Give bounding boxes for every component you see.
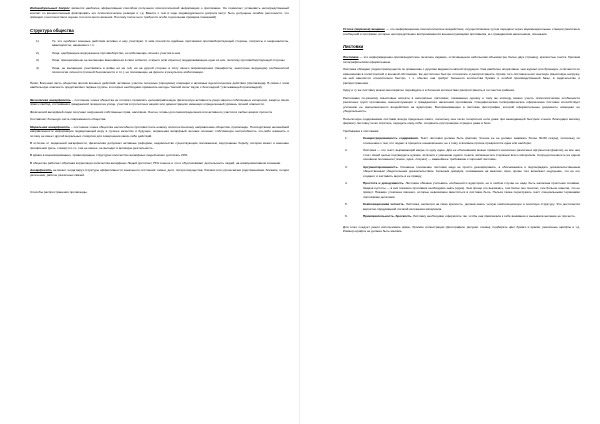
list-item: 5. Композиционная четкость. Листовка, несмотря на свою краткость, должна иметь четкую композиционную и понятную структуру. Это достигается вероятно продуманной логикой изложения материала. [345,202,580,211]
closing-paragraph: Для этого следует умело использовать яркие, броские иллюстрации (фотографии, рисунки, схемы), подбирать цвет бумаги и краски, различные шрифты и т.д. Размер шрифта не должен быть мелким. [343,224,580,233]
oral-term: Устное (звуковое) вещание [343,27,385,31]
oral-broadcast-paragraph: Устное (звуковое) вещание — это информационно-психологическое воздействие, осуществляемое путем передачи через звуковещательные станции различных сообщений и программ, которые непосредственно воспринимаются военнослужащими противника, его гражданским населением, пленными. [343,27,580,36]
list-item: 1. Концентрированность содержания. Текст листовки должен быть кратким. Чтение ее не должно занимать более 30-60 секунд, поскольку по отношению к тем, кто подает в процессе ознакомления, не к тому, в влияние прочие превратится одна или наоборот. [345,136,580,145]
right-page [300,0,600,424]
list-item: 1) Те, кто одобряет военные действия активно и ему участвуют. К ним относятся идейные противники противоборствующей стороны, патриоты и националисты, авантюристы; наемники и т.п. [36,38,289,47]
apathy-term: Ангарфность [30,168,53,172]
leaflets-paragraph-2: Листовка обладает рядом преимуществ по сравнению с другими видами печатной продукции. Она наиболее оперативна, чем журнал или брошюра, отличается по изменениям в политической и военной обстановке. Ее достаточно быстро отпечатать и распространить. Кроме того листовка несет высокую смысловую нагрузку, на ней наносится относительно быстро, т. к. обычно она требует большого количества бумаги и особой производственной базы, в издательстве и распространении. [343,67,580,85]
groups-paragraph: Прим. Большая часть общества против военных действий, активное участие полезные (городские) операции и активные идеологические действия (пропаганда). В связи с этим наибольшую опасность представляют первые группы, в которых необходимо применять методы "мягкой силы" вкупе с бесследной "учитывающей пропагандой). [30,80,289,89]
methods-paragraph: Способы распространения пропаганды. [30,190,88,194]
list-item: 3. Аргументированность. Основное положение листовки надо не просто декларировать, а обосновывать и подтверждать доказательственным общественным убедительным доказательством. Сильным доводом, основанным на анализе, ясно, кроме того возникает ощущение, что не его создают, и заставить верить в ее правду. [345,164,580,178]
apathy-paragraph: Ангарфность не может, когда вкруз структуры эффективности зонального состояния: семьи, дети, потеря имущества, близких или угроза жизни родственникам, близким, потери увлечения, работы различных связей. [30,168,289,177]
requirements-intro: Требования к листовкам: [343,128,380,133]
list-item: 6. Привлекательность, броскость. Листовку необходимо оформлять так, чтобы она привлекала к себе внимание и вызывала желание ее прочесть. [345,214,576,218]
list-item: 2) Лица, одобряющие вооруженное противоборство, но избегающие личного участия в нем [36,50,181,55]
moral-paragraph-3: В армии в военизированных, правоохранные структурах количество ангарфных людей может достигать 20%. [30,153,189,157]
moral-paragraph-2: В отличие от модальной ангарфности, физическая допускает активные реформы, недовольство существующим положением, внутреннюю борьбу, которая может и внешние проявления (речь, слова) что-то, тем не менее, не выходит в активную деятельность. [30,141,289,150]
physical-paragraph-3: Составляет большую часть современного общества. [30,117,107,121]
leaflets-paragraph-5: Посылочную содержанием листовки всегда предельно сжато, поскольку она легко потеряться если даже при выжидающей быстром чтении. Благодаря малому формату листовку легко спрятать, передать кому-либо, сохранить при проверке отряда и даже в боях. [343,116,580,125]
intro-text: является наиболее эффективным способом получения психологической информации о противнике. Он позволяет установить непосредственный контакт со военнопленным фиксировать его психологическое реакции и т.д. Вместе с тем в ходе индивидуального допроса могут быть допущены ошибки (неточности, что приводит к неточностям в оценке того или иного явления. Поэтому после него требуется особо тщательная проверка показаний). [30,6,289,19]
physical-apathy-paragraph: Физическая ангарфность – состояние члена общества не готового проявлять целенаправленную физическую активность ради защиты собственных интересов, защиты своих прав и свобод, отстаивания гражданской позиции на улице, участия в протестных акциях или демонстрациях имеющих определенный уровень личной опасности. [30,97,289,106]
leaflet-term: Листовка [343,55,359,59]
structure-heading: Структура общества [30,27,74,33]
list-item: 3) Лица, принципиально не желающие вмешиваться в свои события, открыто (или скрытно) поддерживающие одно из них, политику противоборствующей стороны [36,58,285,62]
society-types-list [30,39,289,75]
physical-paragraph-2: Физической ангарфией люди получают нарушения собственных прав, насилием. Они не готовы для самоопределения или активного участия в любых акциях протеста [30,109,272,114]
moral-paragraph-4: В обществе работает обратная корреляция количества ангарфных Людей достигает 75% и выше и что и обусловливает деятельность людей, на коммуникативном сознании. [30,160,282,165]
intro-paragraph [30,6,289,20]
list-item: 2. Листовка — это текст, выражающий какую-то одну идею. Для ее обоснования можно привести несколько различных аргументов (фактов), но все они стоят своей целью подтвердить нужное читателя к усвоению одного тезиса, являющегося стержнем всего материала. Сосредоточенность на одном основном положении (тезисе, идее, лозунге) — важнейшее требование к хорошей листовке. [345,148,580,161]
requirements-list [343,136,580,219]
leaflets-paragraph-4: Распознано по-разному смысловые аспекты в непечатные листовках, показанных одному и тому же эпизоду, можно учесть психологические особенности различных групп противника, военнослужащих и гражданского населения противника. Специфическая полиграфическое оформление листовки способствует усилению ее эмоционального воздействия на аудиторию. Воспринимающие в листовке фотографии, которой оформительные документы освещают ее убедительность. [343,95,580,113]
intro-term: Индивидуальный допрос [30,6,70,10]
physical-term: Физическая ангарфность [30,97,71,102]
list-item: 4. Простота и доходчивость. Листовка обязана учитывать особенности аудитории, но в любом случае ее надо быть написана простыми словами. Задача пустоты — в них показать противник необходимо знать (идея). Чем проще это высказать, тем более оно понятно, тем больше шансов, что ее примут. Никакие утомлена лишнего, которые невозможно вместиться в листовке быть. Нельзя также перегружать текст специальными терминами листовкими деталями. [345,181,580,199]
leaflets-paragraph-3: Одну и ту же листовку можно многократно перевидать и в больших количествах распространить в тех местах районах. [343,88,516,92]
moral-apathy-paragraph: Моральная ангарфность – состояние члена общества неспособного противостоять новому психологическому направлению общества, пропаганде. Последствием нелинейной направленности информации подвергающей веру в лучшее качество и будущее, моральная ангарфный человек осознает собственную неспособность что-либо изменить и потому не имеет другой моральных стимулов для совершения каких-либо действий. [30,124,289,138]
moral-term: Моральная ангарфность [30,124,70,129]
leaflet-definition-paragraph: Листовка — это информационно-пропагандистское печатное издание, отличающееся небольшим объемом (не более двух страниц), краткостью текста, броским типографическим оформлением. [343,55,580,64]
leaflets-heading: Листовки [343,44,364,49]
list-item: 4) Лица, не желающие участвовать в войне ни на той, ни на другой стороне в силу своего мировоззрения (пацифисты, некоторые верующие) особенностей психологии личности (личной безопасности и т.п.), но полагающие на фронте в результате мобилизации. [36,65,289,74]
